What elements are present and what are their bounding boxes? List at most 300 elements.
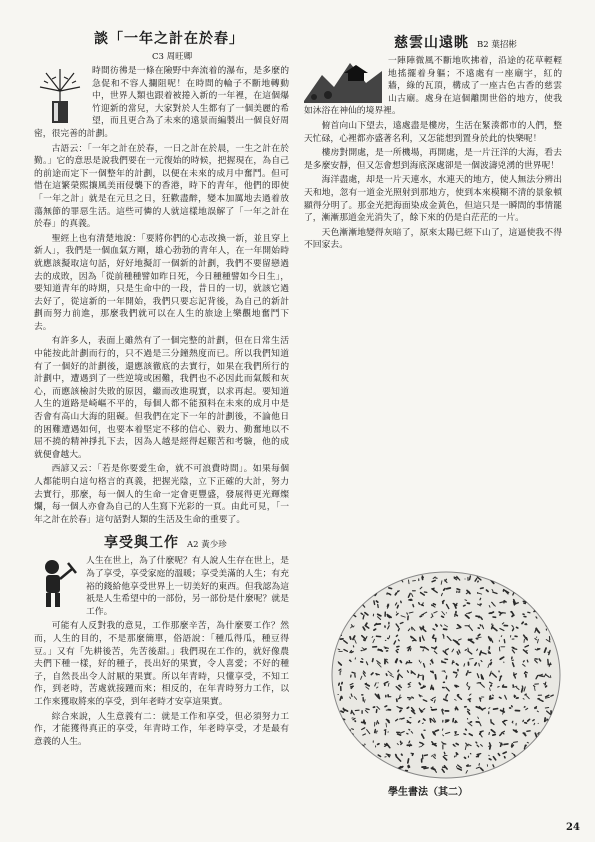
- brush-stroke: [377, 589, 380, 590]
- brush-character: [339, 744, 343, 750]
- brush-stroke: [372, 659, 373, 662]
- brush-stroke: [465, 757, 466, 758]
- brush-stroke: [378, 744, 379, 745]
- brush-stroke: [536, 747, 538, 748]
- paragraph: 天色漸漸地變得灰暗了，原來太陽已經下山了，這逼使我不得不回家去。: [304, 227, 562, 251]
- brush-stroke: [412, 628, 413, 630]
- article-body: [304, 55, 562, 252]
- brush-stroke: [549, 755, 553, 758]
- brush-stroke: [386, 674, 387, 675]
- brush-stroke: [493, 735, 496, 736]
- brush-stroke: [342, 744, 343, 745]
- brush-stroke: [378, 576, 379, 578]
- brush-stroke: [534, 723, 535, 724]
- brush-stroke: [377, 766, 378, 767]
- brush-stroke: [453, 719, 454, 722]
- brush-stroke: [489, 746, 490, 747]
- brush-stroke: [401, 601, 402, 602]
- brush-stroke: [479, 663, 480, 666]
- brush-character: [350, 578, 356, 584]
- brush-stroke: [422, 577, 423, 579]
- brush-stroke: [373, 579, 375, 580]
- brush-stroke: [433, 629, 435, 630]
- brush-stroke: [455, 721, 456, 722]
- brush-stroke: [522, 686, 523, 687]
- brush-character: [500, 767, 504, 774]
- brush-stroke: [536, 617, 537, 618]
- brush-stroke: [401, 718, 404, 719]
- brush-stroke: [431, 617, 432, 618]
- brush-stroke: [544, 613, 545, 615]
- brush-stroke: [470, 722, 471, 723]
- brush-stroke: [534, 581, 538, 584]
- brush-stroke: [424, 768, 428, 769]
- brush-stroke: [408, 684, 410, 685]
- brush-stroke: [341, 711, 343, 712]
- brush-stroke: [407, 613, 408, 614]
- left-column: [34, 28, 289, 750]
- brush-stroke: [388, 580, 389, 581]
- brush-stroke: [395, 593, 396, 595]
- brush-stroke: [491, 663, 492, 665]
- brush-stroke: [523, 578, 525, 579]
- brush-stroke: [491, 685, 492, 686]
- brush-character: [352, 591, 356, 594]
- brush-character: [511, 769, 518, 773]
- brush-stroke: [402, 754, 403, 755]
- brush-stroke: [374, 601, 375, 604]
- brush-character: [549, 575, 553, 578]
- brush-character: [533, 746, 539, 749]
- brush-character: [340, 577, 345, 581]
- brush-character: [339, 601, 342, 605]
- brush-stroke: [433, 732, 434, 734]
- brush-stroke: [385, 706, 387, 707]
- brush-stroke: [534, 589, 535, 590]
- brush-stroke: [470, 659, 474, 660]
- brush-stroke: [491, 660, 492, 661]
- brush-character: [534, 768, 538, 770]
- brush-stroke: [522, 688, 523, 692]
- brush-stroke: [355, 580, 356, 581]
- brush-stroke: [355, 602, 358, 603]
- brush-stroke: [524, 589, 525, 591]
- brush-stroke: [444, 752, 445, 754]
- brush-stroke: [378, 605, 379, 608]
- brush-stroke: [549, 614, 550, 616]
- brush-stroke: [468, 648, 469, 650]
- brush-stroke: [408, 698, 411, 699]
- brush-stroke: [366, 769, 369, 773]
- brush-character: [384, 577, 389, 582]
- brush-character: [544, 612, 551, 617]
- brush-stroke: [480, 625, 481, 626]
- brush-stroke: [432, 589, 434, 590]
- brush-stroke: [477, 649, 478, 650]
- brush-stroke: [374, 764, 378, 765]
- brush-stroke: [339, 768, 342, 770]
- brush-stroke: [527, 766, 529, 767]
- brush-stroke: [486, 590, 488, 592]
- brush-stroke: [351, 711, 352, 714]
- brush-stroke: [354, 741, 356, 742]
- brush-stroke: [339, 769, 343, 773]
- brush-stroke: [397, 606, 398, 608]
- brush-stroke: [453, 745, 454, 746]
- brush-stroke: [444, 589, 445, 590]
- brush-character: [339, 767, 343, 773]
- brush-stroke: [546, 743, 547, 746]
- brush-stroke: [411, 753, 414, 754]
- brush-stroke: [465, 650, 466, 651]
- brush-stroke: [536, 603, 539, 605]
- brush-stroke: [387, 766, 388, 767]
- brush-stroke: [400, 719, 401, 720]
- brush-stroke: [523, 699, 524, 700]
- brush-stroke: [389, 636, 390, 638]
- brush-stroke: [366, 623, 367, 625]
- brush-stroke: [512, 706, 513, 707]
- brush-stroke: [341, 601, 342, 605]
- brush-character: [342, 624, 344, 627]
- brush-stroke: [389, 588, 392, 589]
- brush-stroke: [363, 615, 364, 619]
- brush-stroke: [511, 769, 515, 771]
- brush-stroke: [489, 732, 490, 734]
- brush-stroke: [431, 707, 432, 708]
- brush-stroke: [398, 670, 399, 671]
- brush-stroke: [501, 636, 502, 637]
- article-title-text: 慈雲山遠眺: [394, 35, 469, 51]
- brush-stroke: [388, 770, 389, 774]
- brush-stroke: [523, 577, 524, 579]
- brush-stroke: [341, 577, 345, 579]
- paragraph: 樓房對開處，是一所機場，再開處，是一片汪洋的大海，看去是多麼安靜，但又怎會想到海底深處卻是一個波濤兇湧的世界呢！: [304, 148, 562, 171]
- brush-stroke: [354, 603, 355, 605]
- brush-stroke: [353, 611, 354, 612]
- brush-stroke: [467, 603, 469, 604]
- brush-stroke: [339, 592, 340, 594]
- brush-stroke: [538, 603, 541, 604]
- brush-stroke: [363, 766, 364, 770]
- worker-illustration: [34, 557, 80, 609]
- brush-stroke: [545, 682, 546, 685]
- brush-stroke: [432, 767, 433, 768]
- brush-stroke: [525, 694, 526, 695]
- brush-stroke: [534, 746, 535, 747]
- brush-character: [549, 589, 551, 593]
- brush-stroke: [350, 637, 351, 639]
- brush-stroke: [549, 590, 551, 593]
- brush-stroke: [469, 592, 470, 593]
- brush-stroke: [350, 600, 351, 604]
- article-title-text: 享受與工作: [104, 535, 179, 552]
- brush-stroke: [339, 602, 340, 606]
- brush-stroke: [419, 747, 422, 748]
- brush-character: [339, 588, 343, 594]
- brush-stroke: [512, 615, 513, 616]
- brush-stroke: [454, 672, 457, 673]
- brush-stroke: [538, 579, 542, 580]
- brush-character: [523, 577, 525, 581]
- brush-stroke: [340, 579, 342, 580]
- brush-stroke: [435, 730, 438, 731]
- brush-stroke: [352, 591, 353, 592]
- brush-stroke: [526, 651, 527, 652]
- brush-character: [546, 732, 550, 736]
- brush-stroke: [362, 755, 363, 757]
- brush-character: [374, 764, 379, 771]
- brush-stroke: [516, 769, 518, 773]
- brush-stroke: [526, 638, 527, 640]
- brush-character: [363, 766, 369, 773]
- brush-stroke: [436, 625, 437, 626]
- brush-stroke: [535, 688, 536, 691]
- paragraph: 聖經上也有清楚地說：「要將你們的心志改換一新，並且穿上新人」，我們是一個血氣方剛，雄心勃勃的青年人，在一年開始時就應該擬取這句話，好好地擬訂一個新的計劃，我們不要留戀過去的成敗，因為「從前種種譬如昨日死，今日種種譬如今日生」，要知道青年的時期，只是生命中的一段，昔日的一切，就該它過去好了，從這新的一年開始，我們只要忘記背後，為自己的新計劃而努力前進，那麼我們就可以在人生的旅途上樂觀地奮鬥下去。: [34, 233, 289, 332]
- brush-character: [547, 601, 551, 605]
- paragraph: 人生在世上，為了什麼呢？有人說人生存在世上，是為了享受，享受家庭的溫暖；享受美滿的人生；有充裕的錢給他享受世界上一切美好的東西。但我認為這祇是人生希望中的一部份，另一部份是什麼呢？就是工作。: [86, 556, 289, 617]
- brush-stroke: [512, 660, 514, 661]
- brush-stroke: [409, 580, 410, 584]
- brush-stroke: [522, 622, 523, 623]
- article-body: [34, 555, 289, 748]
- brush-stroke: [387, 720, 389, 721]
- brush-character: [362, 755, 370, 759]
- brush-stroke: [466, 729, 467, 730]
- brush-stroke: [489, 636, 490, 637]
- brush-stroke: [456, 664, 458, 665]
- brush-stroke: [443, 601, 444, 602]
- brush-stroke: [511, 578, 514, 579]
- brush-stroke: [366, 709, 369, 710]
- brush-stroke: [489, 613, 491, 614]
- brush-stroke: [503, 770, 504, 774]
- brush-stroke: [396, 651, 397, 653]
- brush-stroke: [503, 579, 505, 580]
- brush-stroke: [409, 741, 410, 743]
- brush-stroke: [374, 629, 376, 630]
- brush-stroke: [498, 754, 499, 756]
- brush-stroke: [352, 672, 355, 673]
- brush-stroke: [480, 731, 483, 732]
- brush-stroke: [443, 662, 446, 663]
- brush-stroke: [363, 758, 364, 759]
- brush-stroke: [523, 720, 524, 721]
- brush-stroke: [498, 687, 500, 688]
- brush-stroke: [533, 720, 534, 721]
- brush-stroke: [545, 708, 548, 709]
- brush-stroke: [527, 731, 530, 732]
- brush-stroke: [352, 729, 354, 730]
- brush-stroke: [398, 640, 399, 641]
- brush-stroke: [355, 755, 359, 757]
- brush-stroke: [374, 757, 375, 761]
- brush-stroke: [467, 765, 468, 766]
- brush-stroke: [375, 730, 376, 733]
- brush-stroke: [550, 589, 551, 590]
- brush-stroke: [534, 768, 538, 770]
- brush-stroke: [551, 745, 553, 746]
- brush-stroke: [384, 766, 385, 767]
- paragraph: 可能有人反對我的意見，工作那麼辛苦，為什麼要工作？然而，人生的目的，不是那麼簡單，俗語說：「種瓜得瓜，種豆得豆。」又有「先耕後苦，先苦後甜。」我們現在工作的，就好像農夫們下種一樣，好的種子，長出好的果實，令人喜愛；不好的種子，自然長出令人討厭的果實。所以年青時，只懂享受，不知工作，到老時，苦處就接踵而來；相反的，在年青時努力工作，以工作來獲取將來的享受，到年老時才安享這果實。: [34, 621, 289, 707]
- brush-character: [339, 612, 344, 616]
- brush-stroke: [409, 766, 410, 768]
- brush-stroke: [420, 616, 421, 617]
- brush-stroke: [456, 753, 457, 754]
- paragraph: 時間彷彿是一條在險野中奔流着的瀑布，是多麼的急促和不容人攔阻呢！在時間的輪子不斷地轉動中，世界人類也跟着被捲入新的一年裡，在這個爆竹迎新的當兒，大家對於人生都有了一個美麗的希望，而且更合為了未來的遠景而編製出一個良好周密，很完善的計劃。: [34, 66, 289, 139]
- brush-stroke: [513, 629, 514, 631]
- brush-stroke: [442, 729, 443, 730]
- brush-stroke: [476, 756, 478, 757]
- brush-stroke: [363, 600, 365, 601]
- brush-stroke: [494, 709, 498, 710]
- mountain-temple-illustration: [304, 57, 382, 103]
- brush-stroke: [546, 732, 550, 734]
- brush-stroke: [400, 767, 403, 768]
- brush-stroke: [528, 612, 530, 613]
- brush-stroke: [522, 755, 523, 756]
- brush-stroke: [353, 741, 355, 743]
- brush-stroke: [464, 734, 466, 735]
- brush-stroke: [433, 635, 434, 638]
- brush-stroke: [389, 594, 391, 595]
- brush-stroke: [407, 671, 408, 673]
- brush-stroke: [524, 603, 526, 604]
- brush-character: [350, 766, 352, 772]
- brush-stroke: [511, 769, 514, 770]
- brush-stroke: [548, 769, 549, 773]
- brush-stroke: [398, 675, 399, 679]
- brush-stroke: [364, 720, 365, 724]
- brush-stroke: [396, 755, 397, 757]
- paragraph: 綜合來說，人生意義有二：就是工作和享受，但必須努力工作，才能獲得真正的享受，年青時工作，年老時享受，才是最有意義的人生。: [34, 711, 289, 747]
- brush-stroke: [481, 588, 484, 589]
- brush-stroke: [351, 686, 353, 687]
- brush-stroke: [465, 600, 467, 601]
- brush-stroke: [500, 697, 501, 698]
- brush-stroke: [550, 612, 551, 614]
- brush-stroke: [386, 723, 387, 727]
- brush-stroke: [513, 579, 514, 581]
- brush-stroke: [464, 605, 466, 606]
- brush-stroke: [443, 709, 444, 710]
- brush-stroke: [493, 765, 494, 767]
- brush-stroke: [534, 590, 536, 593]
- brush-stroke: [339, 683, 340, 685]
- brush-stroke: [540, 603, 543, 604]
- brush-stroke: [385, 577, 388, 581]
- brush-stroke: [478, 634, 480, 636]
- brush-stroke: [431, 700, 432, 701]
- brush-stroke: [400, 710, 401, 711]
- brush-stroke: [481, 661, 482, 662]
- paragraph: 海洋盡處，却是一片天連水，水連天的地方，使人無法分辨出天和地，忽有一道金光照射到那地方，使到本來模糊不清的景象頓顯得分明了。那金光把海面染成金黃色，但這只是一瞬間的事情罷了，漸漸那道金光消失了，餘下來的仍是白茫茫的一片。: [304, 175, 562, 224]
- brush-stroke: [525, 588, 528, 589]
- brush-stroke: [413, 605, 414, 607]
- brush-stroke: [545, 721, 546, 722]
- brush-stroke: [378, 722, 379, 723]
- brush-stroke: [504, 744, 508, 745]
- brush-stroke: [505, 757, 506, 758]
- brush-stroke: [410, 648, 411, 650]
- brush-stroke: [503, 733, 504, 734]
- brush-stroke: [413, 640, 415, 641]
- brush-stroke: [547, 741, 548, 743]
- brush-stroke: [446, 676, 447, 679]
- brush-stroke: [338, 757, 339, 759]
- brush-stroke: [443, 743, 446, 744]
- brush-stroke: [524, 770, 526, 772]
- article-author: C3 周旺卿: [152, 52, 193, 62]
- article-title: 談「一年之計在於春」: [94, 31, 244, 47]
- brush-stroke: [546, 686, 547, 687]
- brush-stroke: [524, 745, 525, 749]
- brush-character: [338, 755, 341, 759]
- brush-stroke: [412, 697, 414, 698]
- brush-stroke: [435, 578, 438, 579]
- brush-stroke: [447, 588, 451, 589]
- brush-stroke: [339, 612, 340, 614]
- brush-stroke: [492, 770, 494, 771]
- brush-stroke: [533, 746, 534, 749]
- brush-stroke: [477, 754, 481, 755]
- brush-stroke: [350, 580, 352, 584]
- paragraph: 古語云：「一年之計在於春，一日之計在於晨，一生之計在於勤。」它的意思是說我們要在一元復始的時候，把握現在，為自己的前途而定下一個整年的計劃，以便在未來的成月中奮鬥。但可惜在這繁榮熙攘風美雨侵襲下的香港，時下的青年，他們的即使「一年之計」就是在元旦之日，狂歡盡醉，變本加厲地去過着放蕩無節的罪惡生活。這些可憐的人就這樣地誤解了「一年之計在於春」的真義。: [34, 143, 289, 230]
- brush-stroke: [512, 721, 513, 722]
- brush-character: [500, 577, 505, 580]
- brush-stroke: [525, 602, 526, 603]
- brush-stroke: [388, 755, 389, 757]
- brush-stroke: [537, 711, 538, 712]
- brush-stroke: [549, 575, 552, 577]
- brush-stroke: [340, 594, 341, 595]
- brush-stroke: [517, 627, 518, 628]
- brush-stroke: [514, 576, 518, 580]
- paragraph: 有許多人，表面上雖然有了一個完整的計劃，但在日常生活中能按此計劃而行的，只不過是三分鐘熱度而已。所以我們知道有了一個好的計劃後，還應該徹底的去實行，如果在我們所行的計劃中，遭遇到了一些逆境或困難，我們也不必因此而氣餒和灰心，而應該檢討失敗的原因，繼而改進現實，以求再起。要知道人生的道路是崎嶇不平的，每個人都不能預料在未來的成月中是否會有高山大海的阻礙。但我們在定下一年的計劃後，不論他日的困難遭遇如何，也要本着堅定不移的信心、毅力、勤奮地以不屈不撓的精神掙扎下去，因為人越是經得起艱苦和考驗，他的成就便會越大。: [34, 336, 289, 460]
- paragraph: 俯首向山下望去，遠處盡是樓房，生活在緊湊都市的人們，整天忙碌，心裡都亦盛著名利，又怎能想到置身於此的快樂呢！: [304, 120, 562, 144]
- article-author: A2 黃少珍: [187, 540, 227, 551]
- brush-stroke: [466, 593, 467, 594]
- brush-character: [511, 576, 518, 581]
- brush-character: [373, 576, 379, 580]
- brush-stroke: [366, 581, 368, 583]
- brush-stroke: [407, 722, 411, 723]
- brush-stroke: [527, 660, 528, 662]
- brush-stroke: [398, 629, 399, 631]
- brush-stroke: [457, 589, 460, 590]
- brush-stroke: [456, 744, 458, 745]
- brush-stroke: [364, 640, 365, 641]
- article-author: B2 葉招彬: [477, 40, 517, 50]
- brush-stroke: [446, 721, 449, 722]
- brush-stroke: [419, 683, 420, 685]
- brush-character: [350, 754, 359, 761]
- brush-stroke: [407, 707, 408, 708]
- brush-stroke: [514, 696, 515, 697]
- brush-stroke: [376, 601, 377, 602]
- brush-character: [366, 577, 369, 582]
- brush-stroke: [374, 769, 376, 770]
- brush-stroke: [527, 742, 528, 743]
- brush-stroke: [419, 603, 420, 604]
- brush-stroke: [526, 624, 527, 625]
- brush-stroke: [365, 755, 369, 756]
- brush-character: [353, 741, 356, 744]
- brush-stroke: [527, 759, 528, 760]
- brush-stroke: [361, 613, 362, 614]
- brush-stroke: [457, 686, 458, 687]
- brush-stroke: [476, 616, 479, 617]
